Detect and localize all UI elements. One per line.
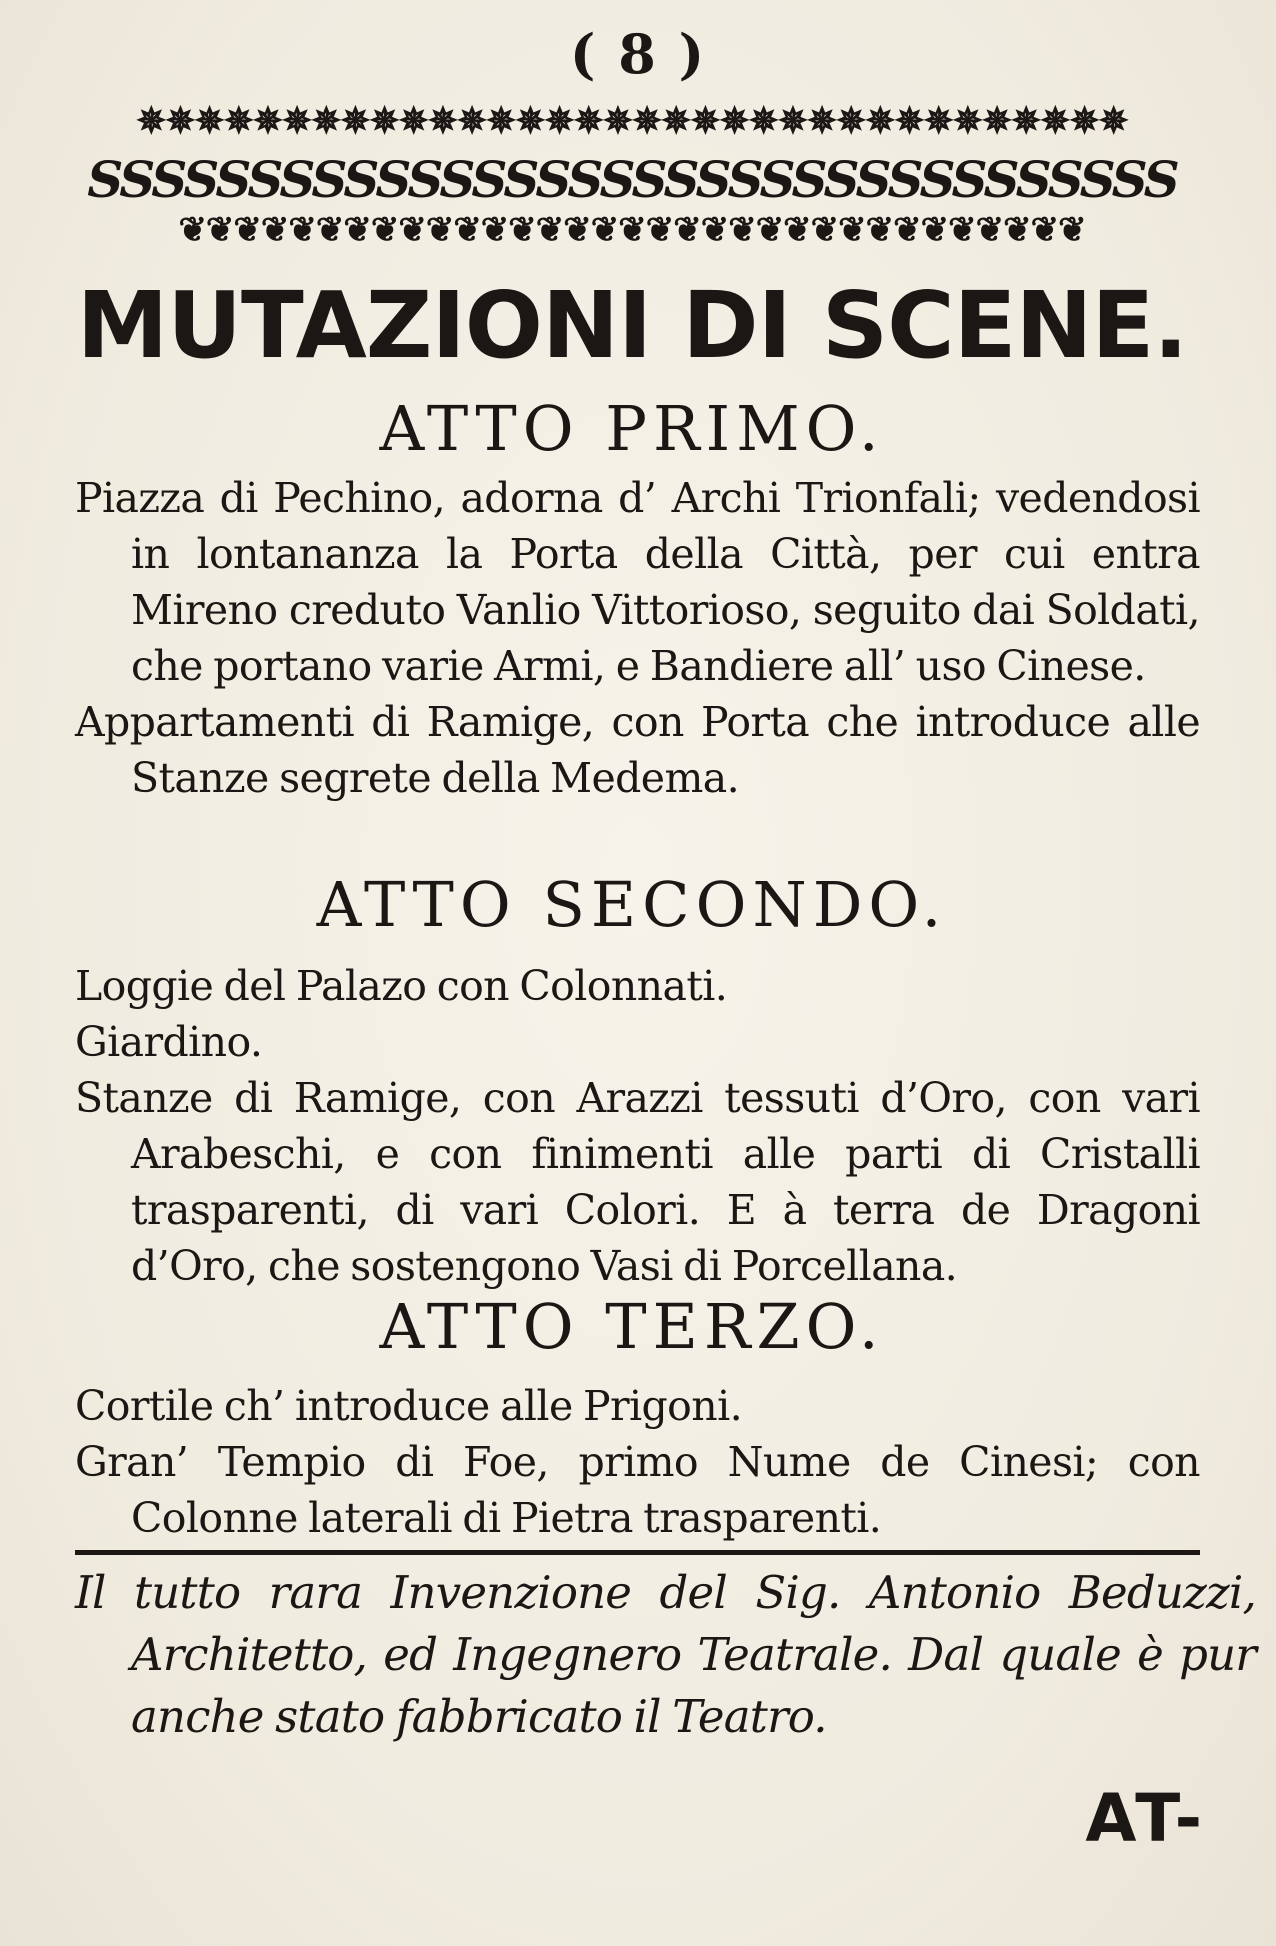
scene-entry: Loggie del Palazo con Colonnati. (75, 962, 728, 1010)
scene-entry: Stanze di Ramige, con Arazzi tessuti d’Oro, con vari Arabeschi, e con finimenti alle parti di Cristalli trasparenti, di vari Colori. E à terra de Dragoni d’Oro, che sostengono Vasi di Porcellana. (75, 1074, 1200, 1290)
scene-entry: Appartamenti di Ramige, con Porta che introduce alle Stanze segrete della Medema. (75, 698, 1200, 802)
page-title: MUTAZIONI DI SCENE. (76, 272, 1188, 379)
catchword: AT- (1085, 1780, 1206, 1857)
scene-entry: Giardino. (75, 1018, 263, 1066)
act-terzo-scenes (75, 1378, 1200, 1546)
act-heading-primo: ATTO PRIMO. (379, 392, 885, 465)
page-number (0, 22, 1276, 86)
scene-entry: Gran’ Tempio di Foe, primo Nume de Cinesi; con Colonne laterali di Pietra trasparenti. (75, 1438, 1200, 1542)
ornament-border-bottom: ❦❦❦❦❦❦❦❦❦❦❦❦❦❦❦❦❦❦❦❦❦❦❦❦❦❦❦❦❦❦❦❦❦ (178, 210, 1086, 250)
scene-entry: Piazza di Pechino, adorna d’ Archi Trionfali; vedendosi in lontananza la Porta della Città, per cui entra Mireno creduto Vanlio Vittorioso, seguito dai Soldati, che portano varie Armi, e Bandiere all’ uso Cinese. (75, 474, 1200, 690)
page-number-text: ( 8 ) (569, 22, 707, 86)
scene-entry: Cortile ch’ introduce alle Prigoni. (75, 1382, 743, 1430)
footer-note: Il tutto rara Invenzione del Sig. Antonio Beduzzi, Architetto, ed Ingegnero Teatrale. Dal quale è pur anche stato fabbricato il Teatro. (75, 1566, 1256, 1743)
act-primo-scenes (75, 470, 1200, 806)
act-secondo-scenes (75, 958, 1200, 1294)
divider-rule (75, 1550, 1200, 1555)
ornament-border-top: ✵✵✵✵✵✵✵✵✵✵✵✵✵✵✵✵✵✵✵✵✵✵✵✵✵✵✵✵✵✵✵✵✵✵ (136, 100, 1128, 142)
ornament-border-middle: SSSSSSSSSSSSSSSSSSSSSSSSSSSSSSSSSS (87, 150, 1177, 208)
act-heading-terzo: ATTO TERZO. (379, 1290, 885, 1363)
act-heading-secondo: ATTO SECONDO. (316, 868, 948, 941)
